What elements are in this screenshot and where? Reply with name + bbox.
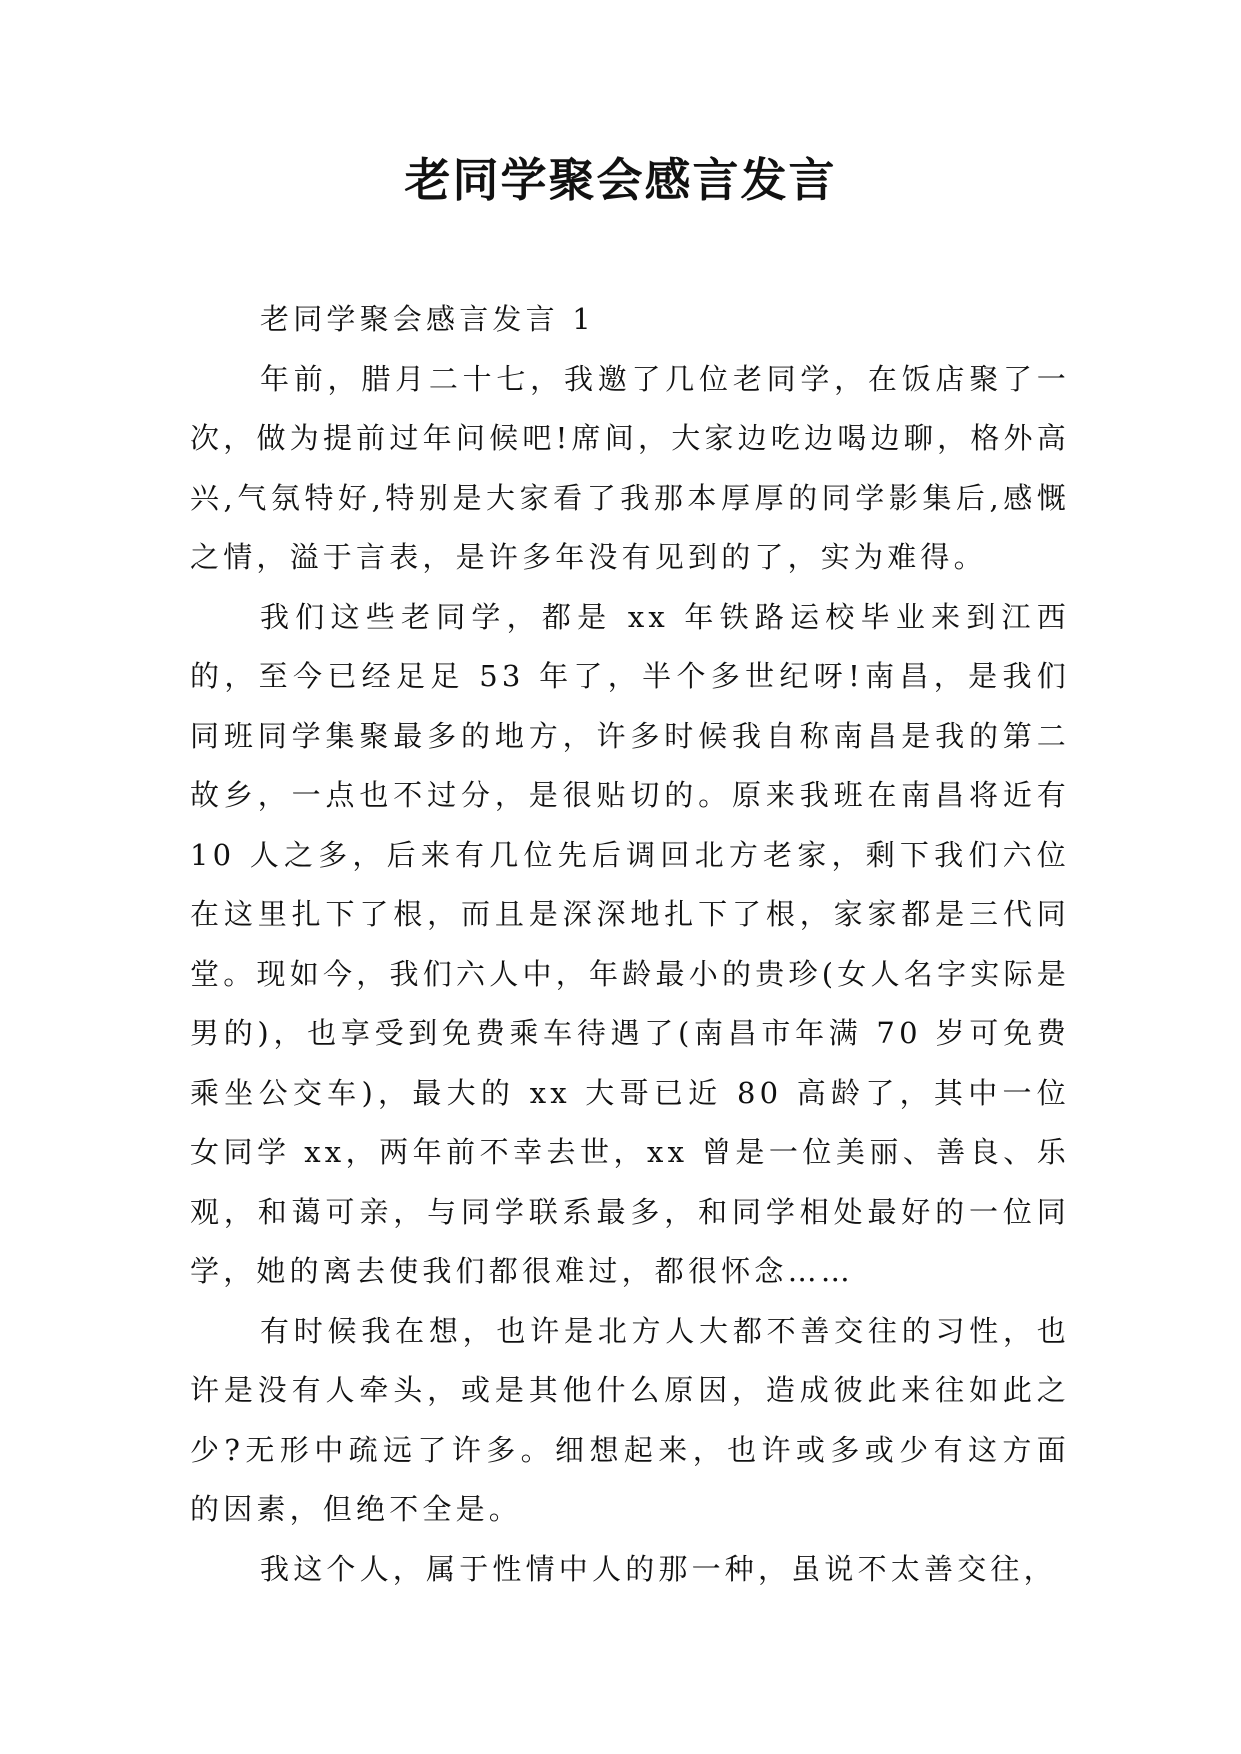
document-body [190, 290, 1070, 1599]
paragraph: 有时候我在想，也许是北方人大都不善交往的习性，也许是没有人牵头，或是其他什么原因，造成彼此来往如此之少?无形中疏远了许多。细想起来，也许或多或少有这方面的因素，但绝不全是。 [190, 1313, 1070, 1526]
document-title: 老同学聚会感言发言 [404, 153, 837, 207]
section-heading: 老同学聚会感言发言 1 [260, 302, 595, 336]
paragraph: 我们这些老同学，都是 xx 年铁路运校毕业来到江西的，至今已经足足 53 年了，半个多世纪呀!南昌，是我们同班同学集聚最多的地方，许多时候我自称南昌是我的第二故乡，一点也不过分，是很贴切的。原来我班在南昌将近有 10 人之多，后来有几位先后调回北方老家，剩下我们六位在这里扎下了根，而且是深深地扎下了根，家家都是三代同堂。现如今，我们六人中，年龄最小的贵珍(女人名字实际是男的)，也享受到免费乘车待遇了(南昌市年满 70 岁可免费乘坐公交车)，最大的 xx 大哥已近 80 高龄了，其中一位女同学 xx，两年前不幸去世，xx 曾是一位美丽、善良、乐观，和蔼可亲，与同学联系最多，和同学相处最好的一位同学，她的离去使我们都很难过，都很怀念…… [190, 599, 1070, 1288]
paragraph: 年前，腊月二十七，我邀了几位老同学，在饭店聚了一次，做为提前过年问候吧!席间，大家边吃边喝边聊，格外高兴,气氛特好,特别是大家看了我那本厚厚的同学影集后,感慨之情，溢于言表，是许多年没有见到的了，实为难得。 [190, 361, 1070, 574]
paragraph: 我这个人，属于性情中人的那一种，虽说不太善交往， [260, 1551, 1057, 1586]
